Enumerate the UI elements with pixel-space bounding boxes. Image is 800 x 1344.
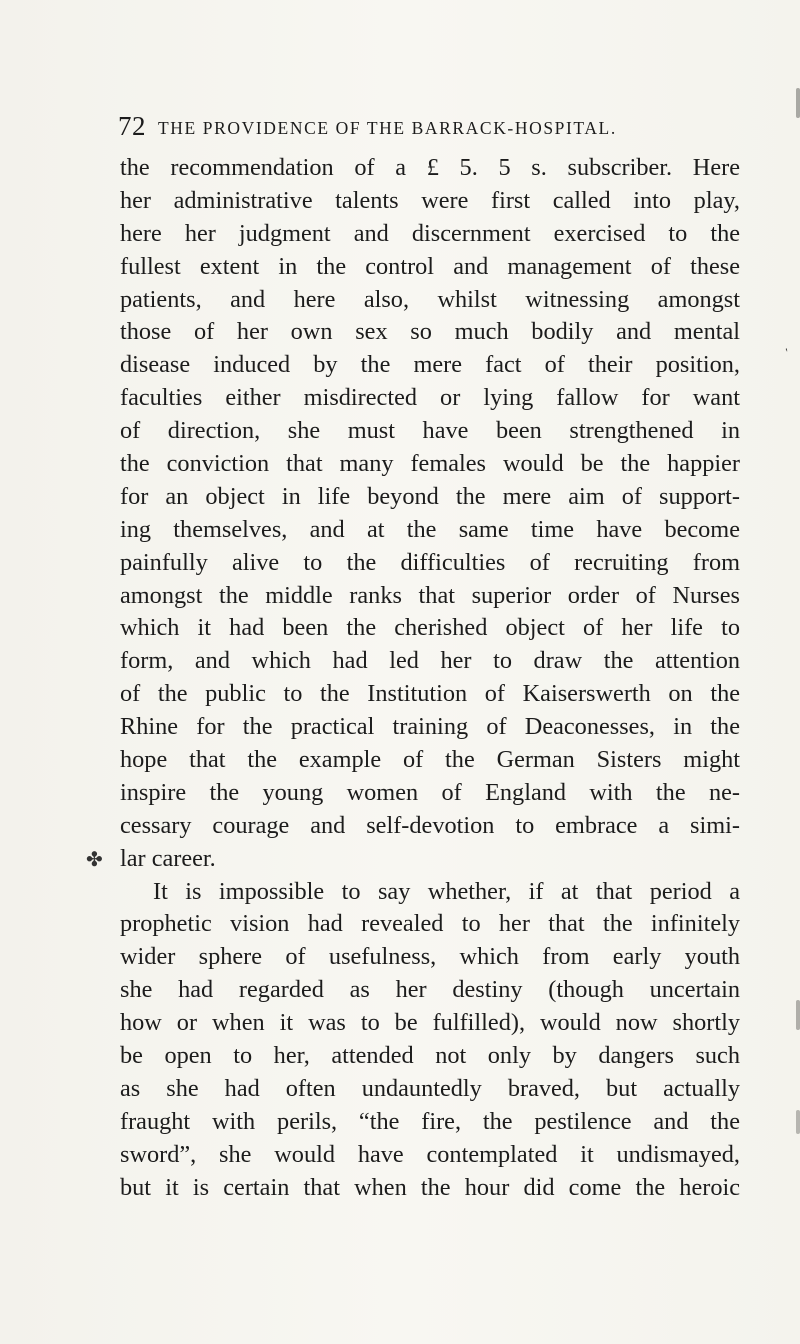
paragraph-start-line: It is impossible to say whether, if at that period a — [153, 877, 740, 905]
text-line: the recommendation of a £ 5. 5 s. subscriber. Here — [120, 154, 740, 181]
text-line: faculties either misdirected or lying fallow for want — [120, 384, 740, 412]
text-line: disease induced by the mere fact of their position, — [120, 351, 740, 379]
text-line: amongst the middle ranks that superior order of Nurses — [120, 581, 740, 609]
body-text — [120, 152, 740, 1205]
text-line: her administrative talents were first called into play, — [120, 186, 740, 214]
text-line: prophetic vision had revealed to her that the infinitely — [120, 910, 740, 938]
text-line: ing themselves, and at the same time have become — [120, 515, 740, 543]
text-line: sword”, she would have contemplated it undismayed, — [120, 1140, 740, 1168]
margin-ink-mark: ✤ — [86, 849, 103, 871]
text-line: patients, and here also, whilst witnessing amongst — [120, 285, 740, 313]
text-line: here her judgment and discernment exercised to the — [120, 219, 740, 247]
text-line: she had regarded as her destiny (though uncertain — [120, 976, 740, 1004]
page-edge-shadow — [796, 1110, 800, 1134]
page-edge-shadow — [796, 1000, 800, 1030]
text-line: of the public to the Institution of Kaiserswerth on the — [120, 680, 740, 708]
text-line: how or when it was to be fulfilled), would now shortly — [120, 1009, 740, 1037]
text-line: the conviction that many females would be the happier — [120, 450, 740, 478]
text-line: which it had been the cherished object of her life to — [120, 614, 740, 642]
text-line: those of her own sex so much bodily and mental — [120, 318, 740, 346]
page-header — [118, 111, 738, 143]
text-line: Rhine for the practical training of Deaconesses, in the — [120, 713, 740, 741]
paragraph-end-line: lar career. — [120, 844, 216, 872]
text-line: wider sphere of usefulness, which from early youth — [120, 943, 740, 971]
text-line: as she had often undauntedly braved, but actually — [120, 1074, 740, 1102]
text-line: but it is certain that when the hour did come the heroic — [120, 1173, 740, 1201]
text-line: for an object in life beyond the mere aim of support- — [120, 482, 740, 510]
page-number: 72 — [118, 111, 146, 141]
text-line: form, and which had led her to draw the attention — [120, 647, 740, 675]
text-line: inspire the young women of England with the ne- — [120, 778, 740, 806]
margin-tick-mark: ′ — [783, 345, 793, 359]
text-line: fraught with perils, “the fire, the pestilence and the — [120, 1107, 740, 1135]
running-head: THE PROVIDENCE OF THE BARRACK-HOSPITAL. — [158, 118, 617, 138]
text-line: be open to her, attended not only by dangers such — [120, 1042, 740, 1070]
text-line: fullest extent in the control and management of these — [120, 252, 740, 280]
text-line: hope that the example of the German Sisters might — [120, 746, 740, 774]
text-line: painfully alive to the difficulties of recruiting from — [120, 548, 740, 576]
text-line: of direction, she must have been strengthened in — [120, 417, 740, 445]
page-edge-shadow — [796, 88, 800, 118]
text-line: cessary courage and self-devotion to embrace a simi- — [120, 811, 740, 839]
